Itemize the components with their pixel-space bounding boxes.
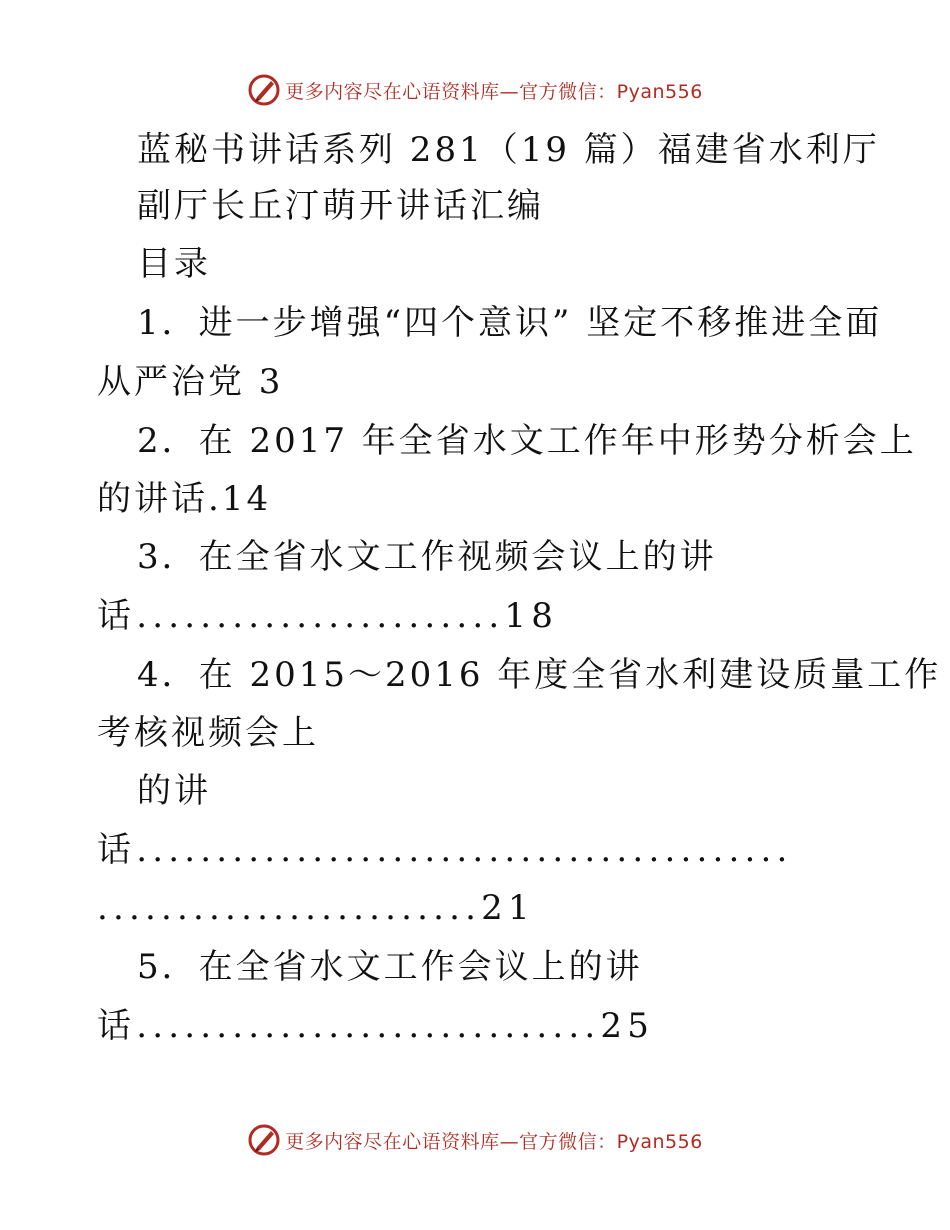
toc-item-4-line-1: 4．在 2015～2016 年度全省水利建设质量工作	[137, 655, 942, 695]
pen-nib-logo-icon	[247, 1123, 281, 1157]
toc-item-3-line-2: 话.......................18	[97, 596, 559, 636]
toc-item-5-line-2: 话.............................25	[97, 1006, 655, 1046]
toc-item-4-line-4: 话.........................................	[97, 830, 793, 870]
toc-item-4-line-5: ........................21	[97, 888, 535, 928]
toc-item-3-line-1: 3．在全省水文工作视频会议上的讲	[137, 537, 717, 577]
toc-item-1-line-1: 1．进一步增强“四个意识” 坚定不移推进全面	[137, 303, 883, 343]
wechat-id: Pyan556	[616, 80, 703, 103]
toc-item-4-line-3: 的讲	[137, 771, 211, 811]
document-title-line-2: 副厅长丘汀萌开讲话汇编	[137, 186, 544, 226]
pen-nib-logo-icon	[247, 73, 281, 107]
toc-item-1-line-2: 从严治党 3	[97, 362, 284, 402]
toc-item-4-line-2: 考核视频会上	[97, 713, 319, 753]
header-banner	[0, 72, 950, 108]
document-title-line-1: 蓝秘书讲话系列 281（19 篇）福建省水利厅	[137, 130, 880, 170]
wechat-id: Pyan556	[616, 1130, 703, 1153]
banner-text: 更多内容尽在心语资料库—官方微信：Pyan556	[285, 80, 703, 103]
toc-item-2-line-1: 2．在 2017 年全省水文工作年中形势分析会上	[137, 421, 917, 461]
toc-item-2-line-2: 的讲话.14	[97, 479, 272, 519]
toc-heading: 目录	[137, 244, 211, 284]
footer-banner	[0, 1122, 950, 1158]
banner-text: 更多内容尽在心语资料库—官方微信：Pyan556	[285, 1130, 703, 1153]
toc-item-5-line-1: 5．在全省水文工作会议上的讲	[137, 947, 643, 987]
